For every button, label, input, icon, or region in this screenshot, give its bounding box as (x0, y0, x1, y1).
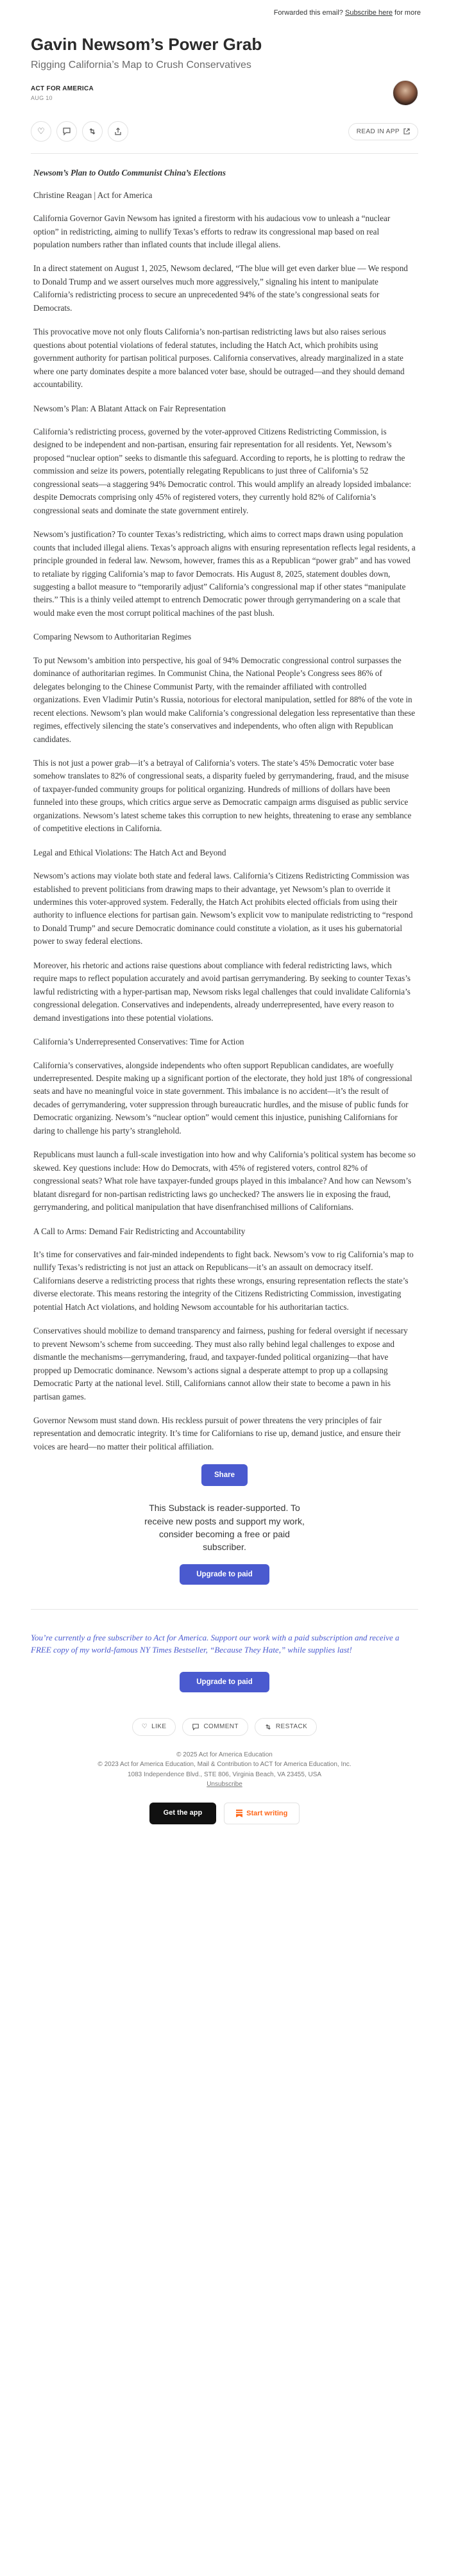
upgrade-section (0, 1564, 449, 1585)
comment-button[interactable] (56, 121, 77, 142)
like-button[interactable] (31, 121, 51, 142)
author-name[interactable]: ACT FOR AMERICA (31, 85, 94, 92)
paragraph: Governor Newsom must stand down. His reckless pursuit of power threatens the very principles of fair representation and democratic integrity. It’s time for Californians to rise up, demand justice, and ensure their voices are heard—no matter their political affiliation. (33, 1415, 401, 1451)
paragraph: Newsom’s justification? To counter Texas’s redistricting, which aims to correct maps drawn using population counts that included illegal aliens. Texas’s approach aligns with ensuring representation reflects legal residents, a principle grounded in federal law. Newsom, however, frames this as a Republican “power grab” and has vowed to retaliate by rigging California’s map to favor Democrats. His August 8, 2025, statement doubles down, suggesting a ballot measure to “temporarily adjust” California’s congressional map if other states “manipulate theirs.” This is a thinly veiled attempt to entrench Democratic power through gerrymandering on a scale that would make even the most corrupt political machines of the past blush. (33, 529, 416, 618)
footer-like-button[interactable] (132, 1718, 176, 1736)
forward-prefix: Forwarded this email? (273, 9, 345, 17)
paragraph: In a direct statement on August 1, 2025, Newsom declared, “The blue will get even darker blue — We respond to Donald Trump and we assert ourselves much more aggressively,” signaling his intent to manipulate California’s redistricting process to secure an unprecedented 94% of the state’s congressional seats for Democrats. (33, 263, 408, 313)
footer-copyright (0, 1750, 449, 1790)
paragraph: California Governor Gavin Newsom has ignited a firestorm with his audacious vow to unleash a “nuclear option” in redistricting, aiming to nullify Texas’s efforts to redraw its congressional map based on real population numbers rather than inflated counts that include illegal aliens. (33, 213, 391, 249)
restack-button[interactable] (82, 121, 103, 142)
post-title[interactable]: Gavin Newsom’s Power Grab (31, 35, 262, 54)
copyright-line-1: © 2025 Act for America Education (176, 1751, 273, 1758)
author-meta (31, 85, 94, 101)
share-button[interactable] (108, 121, 128, 142)
section-heading: California’s Underrepresented Conservatives: Time for Action (33, 1037, 244, 1047)
heart-icon: ♡ (141, 1723, 148, 1731)
paragraph: Moreover, his rhetoric and actions raise questions about compliance with federal redistricting laws, which require maps to reflect population accurately and avoid partisan gerrymandering. By seeking to counter Texas’s lawful redistricting with a hyper-partisan map, Newsom risks legal challenges that could invalidate California’s congressional delegation. Conservatives and independents, already underrepresented, have every reason to demand investigations into these potential violations. (33, 960, 411, 1023)
upgrade-to-paid-button[interactable]: Upgrade to paid (180, 1564, 269, 1585)
post-icon-buttons (31, 121, 128, 142)
footer-restack-button[interactable] (255, 1718, 317, 1736)
free-subscriber-note: You’re currently a free subscriber to Act for America. Support our work with a paid subscription and receive a FREE copy of my world-famous NY Times Bestseller, “Because They Hate,” while supplies last! (31, 1609, 418, 1656)
byline: Christine Reagan | Act for America (33, 190, 153, 200)
start-writing-button[interactable] (224, 1803, 300, 1824)
start-writing-label: Start writing (246, 1809, 288, 1817)
heart-icon: ♡ (37, 126, 45, 136)
share-icon (114, 127, 123, 136)
paragraph: To put Newsom’s ambition into perspective, his goal of 94% Democratic congressional control surpasses the dominance of authoritarian regimes. In Communist China, the National People’s Congress sees 86% of delegates belonging to the Chinese Communist Party, with the remainder affiliated with controlled organizations. Even Vladimir Putin’s Russia, notorious for electoral manipulation, settled for 88% of the vote in recent elections. Newsom’s plan would make California’s congressional delegation less representative than these regimes, effectively silencing the state’s conservatives and independents, who often align with Republican candidates. (33, 655, 416, 744)
footer-like-label: LIKE (151, 1723, 167, 1731)
author-row (31, 80, 418, 106)
post-date: AUG 10 (31, 94, 53, 101)
comment-icon (62, 127, 71, 136)
lead-title: Newsom’s Plan to Outdo Communist China’s Elections (33, 168, 226, 178)
paragraph: Newsom’s actions may violate both state and federal laws. California’s Citizens Redistricting Commission was established to prevent politicians from drawing maps to their advantage, yet Newsom’s plan to override it undermines this voter-approved system. Federally, the Hatch Act prohibits elected officials from using their authority to influence elections for partisan gain. Newsom’s explicit vow to manipulate redistricting to “respond to Donald Trump” and secure Democratic dominance could constitute a violation, as it uses his gubernatorial power to sway federal elections. (33, 871, 413, 946)
paragraph: It’s time for conservatives and fair-minded independents to fight back. Newsom’s vow to rig California’s map to nullify Texas’s redistricting is not just an attack on Republicans—it’s an assault on democracy itself. Californians deserve a redistricting process that rights these wrongs, ensuring representation reflects the state’s diverse electorate. This means restoring the integrity of the Citizens Redistricting Commission, investigating potential Hatch Act violations, and holding Newsom accountable for his authoritarian tactics. (33, 1250, 414, 1312)
footer-comment-button[interactable] (182, 1718, 248, 1736)
copyright-line-2: © 2023 Act for America Education, Mail & Contribution to ACT for America Education, Inc. (97, 1761, 352, 1769)
read-in-app-label: READ IN APP (356, 128, 400, 135)
unsubscribe-link[interactable]: Unsubscribe (207, 1781, 242, 1788)
section-heading: Newsom’s Plan: A Blatant Attack on Fair Representation (33, 403, 226, 413)
restack-icon (264, 1723, 272, 1731)
article-body (0, 154, 449, 1453)
section-heading: Legal and Ethical Violations: The Hatch Act and Beyond (33, 847, 226, 857)
upgrade-section-2 (0, 1672, 449, 1692)
forward-suffix: for more (392, 9, 421, 17)
paragraph: Republicans must launch a full-scale investigation into how and why California’s political system has become so skewed. Key questions include: How do Democrats, with 45% of registered voters, control 82% of congressional seats? What role have taxpayer-funded groups played in this imbalance? And how can Newsom’s blatant disregard for non-partisan redistricting laws go unchecked? The answers lie in exposing the fraud, gerrymandering, and political manipulation that have disenfranchised millions of Californians. (33, 1150, 416, 1212)
footer-actions (0, 1718, 449, 1736)
share-section (0, 1464, 449, 1486)
external-link-icon (403, 128, 410, 135)
paragraph: This provocative move not only flouts California’s non-partisan redistricting laws but also raises serious questions about potential violations of federal statutes, including the Hatch Act, which prohibits using government authority for partisan political purposes. California conservatives, already marginalized in a state where one party dominates despite a more balanced voter base, should be outraged—and they should demand accountability. (33, 327, 405, 390)
post-subtitle: Rigging California’s Map to Crush Conservatives (31, 60, 251, 71)
footer-comment-label: COMMENT (203, 1723, 239, 1731)
footer-restack-label: RESTACK (275, 1723, 308, 1731)
post-actions (31, 121, 418, 143)
avatar[interactable] (393, 80, 418, 106)
read-in-app-button[interactable] (348, 123, 418, 140)
paragraph: California’s conservatives, alongside independents who often support Republican candidates, are woefully underrepresented. Despite making up a significant portion of the electorate, they hold just 18% of congressional seats and have no meaningful voice in state government. This imbalance is no accident—it’s the result of decades of gerrymandering, voter suppression through bureaucratic hurdles, and the misuse of public funds for Democratic organizing. Newsom’s “nuclear option” would cement this injustice, punishing Californians for daring to challenge his party’s stranglehold. (33, 1060, 412, 1135)
subscribe-link[interactable]: Subscribe here (344, 9, 393, 17)
get-the-app-button[interactable]: Get the app (149, 1803, 217, 1824)
support-text: This Substack is reader-supported. To receive new posts and support my work, consider becoming a free or paid subscriber. (144, 1503, 305, 1553)
paragraph: Conservatives should mobilize to demand transparency and fairness, pushing for federal oversight if necessary to prevent Newsom’s scheme from succeeding. They must also rally behind legal challenges to expose and dismantle the mechanisms—gerrymandering, fraud, and taxpayer-funded political organizing—that have propped up Democratic dominance. Newsom’s actions signal a desperate attempt to prop up a collapsing Democratic Party at the national level. Still, Californians cannot allow their state to become a pawn in his partisan games. (33, 1326, 408, 1401)
paragraph: This is not just a power grab—it’s a betrayal of California’s voters. The state’s 45% Democratic voter base somehow translates to 82% of congressional seats, a disparity fueled by gerrymandering, fraud, and the misuse of taxpayer-funded community groups for political organizing. Hundreds of millions of dollars have been funneled into these groups, which critics argue serve as Democratic campaign arms disguised as public service organizations. Newsom’s latest scheme takes this corruption to new heights, threatening to erase any semblance of competitive elections in California. (33, 757, 412, 834)
section-heading: A Call to Arms: Demand Fair Redistricting and Accountability (33, 1226, 246, 1236)
substack-logo-icon (236, 1810, 242, 1817)
post-header (0, 17, 449, 143)
forward-bar (0, 0, 449, 17)
comment-icon (192, 1723, 199, 1731)
section-heading: Comparing Newsom to Authoritarian Regimes (33, 632, 192, 642)
restack-icon (88, 127, 97, 136)
upgrade-to-paid-button-2[interactable]: Upgrade to paid (180, 1672, 269, 1692)
paragraph: California’s redistricting process, governed by the voter-approved Citizens Redistricting Commission, is designed to be independent and non-partisan, ensuring fair representation for all residents. Yet, Newsom’s proposed “nuclear option” seeks to dismantle this safeguard. According to reports, he is plotting to redraw the commission and seize its powers, potentially relegating Republicans to just three of California’s 52 congressional seats—a staggering 94% Democratic control. This would amplify an already lopsided imbalance: despite Democrats comprising only 45% of registered voters, they currently hold 82% of California’s congressional seats and dominate the state government entirely. (33, 426, 411, 515)
share-post-button[interactable]: Share (201, 1464, 248, 1486)
footer-address: 1083 Independence Blvd., STE 806, Virginia Beach, VA 23455, USA (127, 1771, 322, 1778)
footer-app-row (0, 1803, 449, 1824)
